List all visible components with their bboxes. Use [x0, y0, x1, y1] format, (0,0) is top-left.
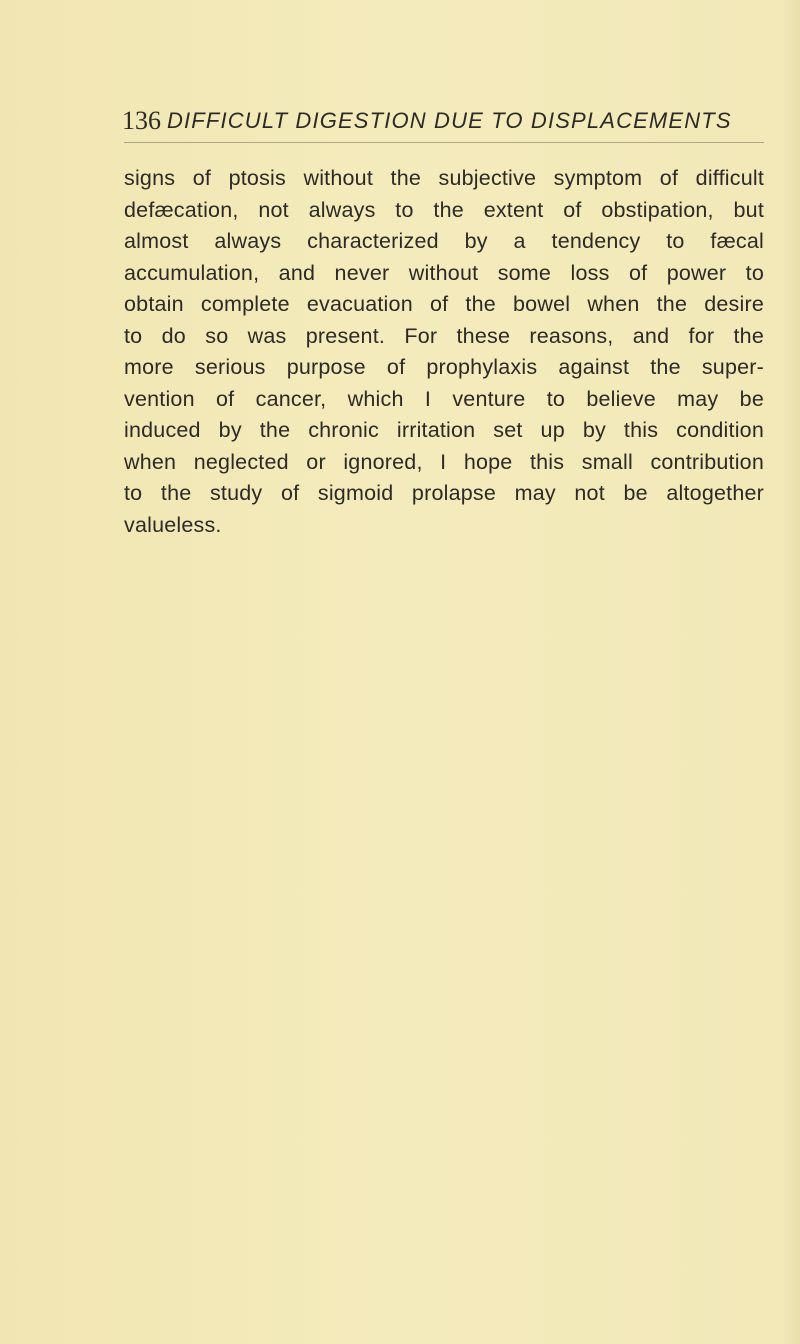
text-line-3: almost always characterized by a tendency to fæcal	[124, 229, 764, 253]
text-line-10: when neglected or ignored, I hope this small contribution	[124, 449, 764, 474]
text-line-8: vention of cancer, which I venture to believe may be	[124, 386, 764, 411]
text-line-12: valueless.	[124, 512, 222, 537]
page-header	[122, 106, 762, 140]
text-line-6: to do so was present. For these reasons, and for the	[124, 323, 764, 348]
text-line-2: defæcation, not always to the extent of obstipation, but	[124, 197, 764, 222]
running-title: DIFFICULT DIGESTION DUE TO DISPLACEMENTS	[167, 108, 732, 133]
header-rule	[124, 142, 764, 143]
text-line-9: induced by the chronic irritation set up by this condition	[124, 418, 764, 442]
body-text	[124, 163, 764, 541]
text-line-11: to the study of sigmoid prolapse may not be altogether	[124, 481, 764, 505]
page-edge-shadow	[782, 0, 800, 1344]
text-line-5: obtain complete evacuation of the bowel when the desire	[124, 292, 764, 316]
text-line-4: accumulation, and never without some loss of power to	[124, 260, 764, 285]
text-line-7: more serious purpose of prophylaxis against the super-	[124, 355, 764, 379]
page-number: 136	[122, 106, 161, 135]
text-line-1: signs of ptosis without the subjective symptom of difficult	[124, 166, 764, 190]
